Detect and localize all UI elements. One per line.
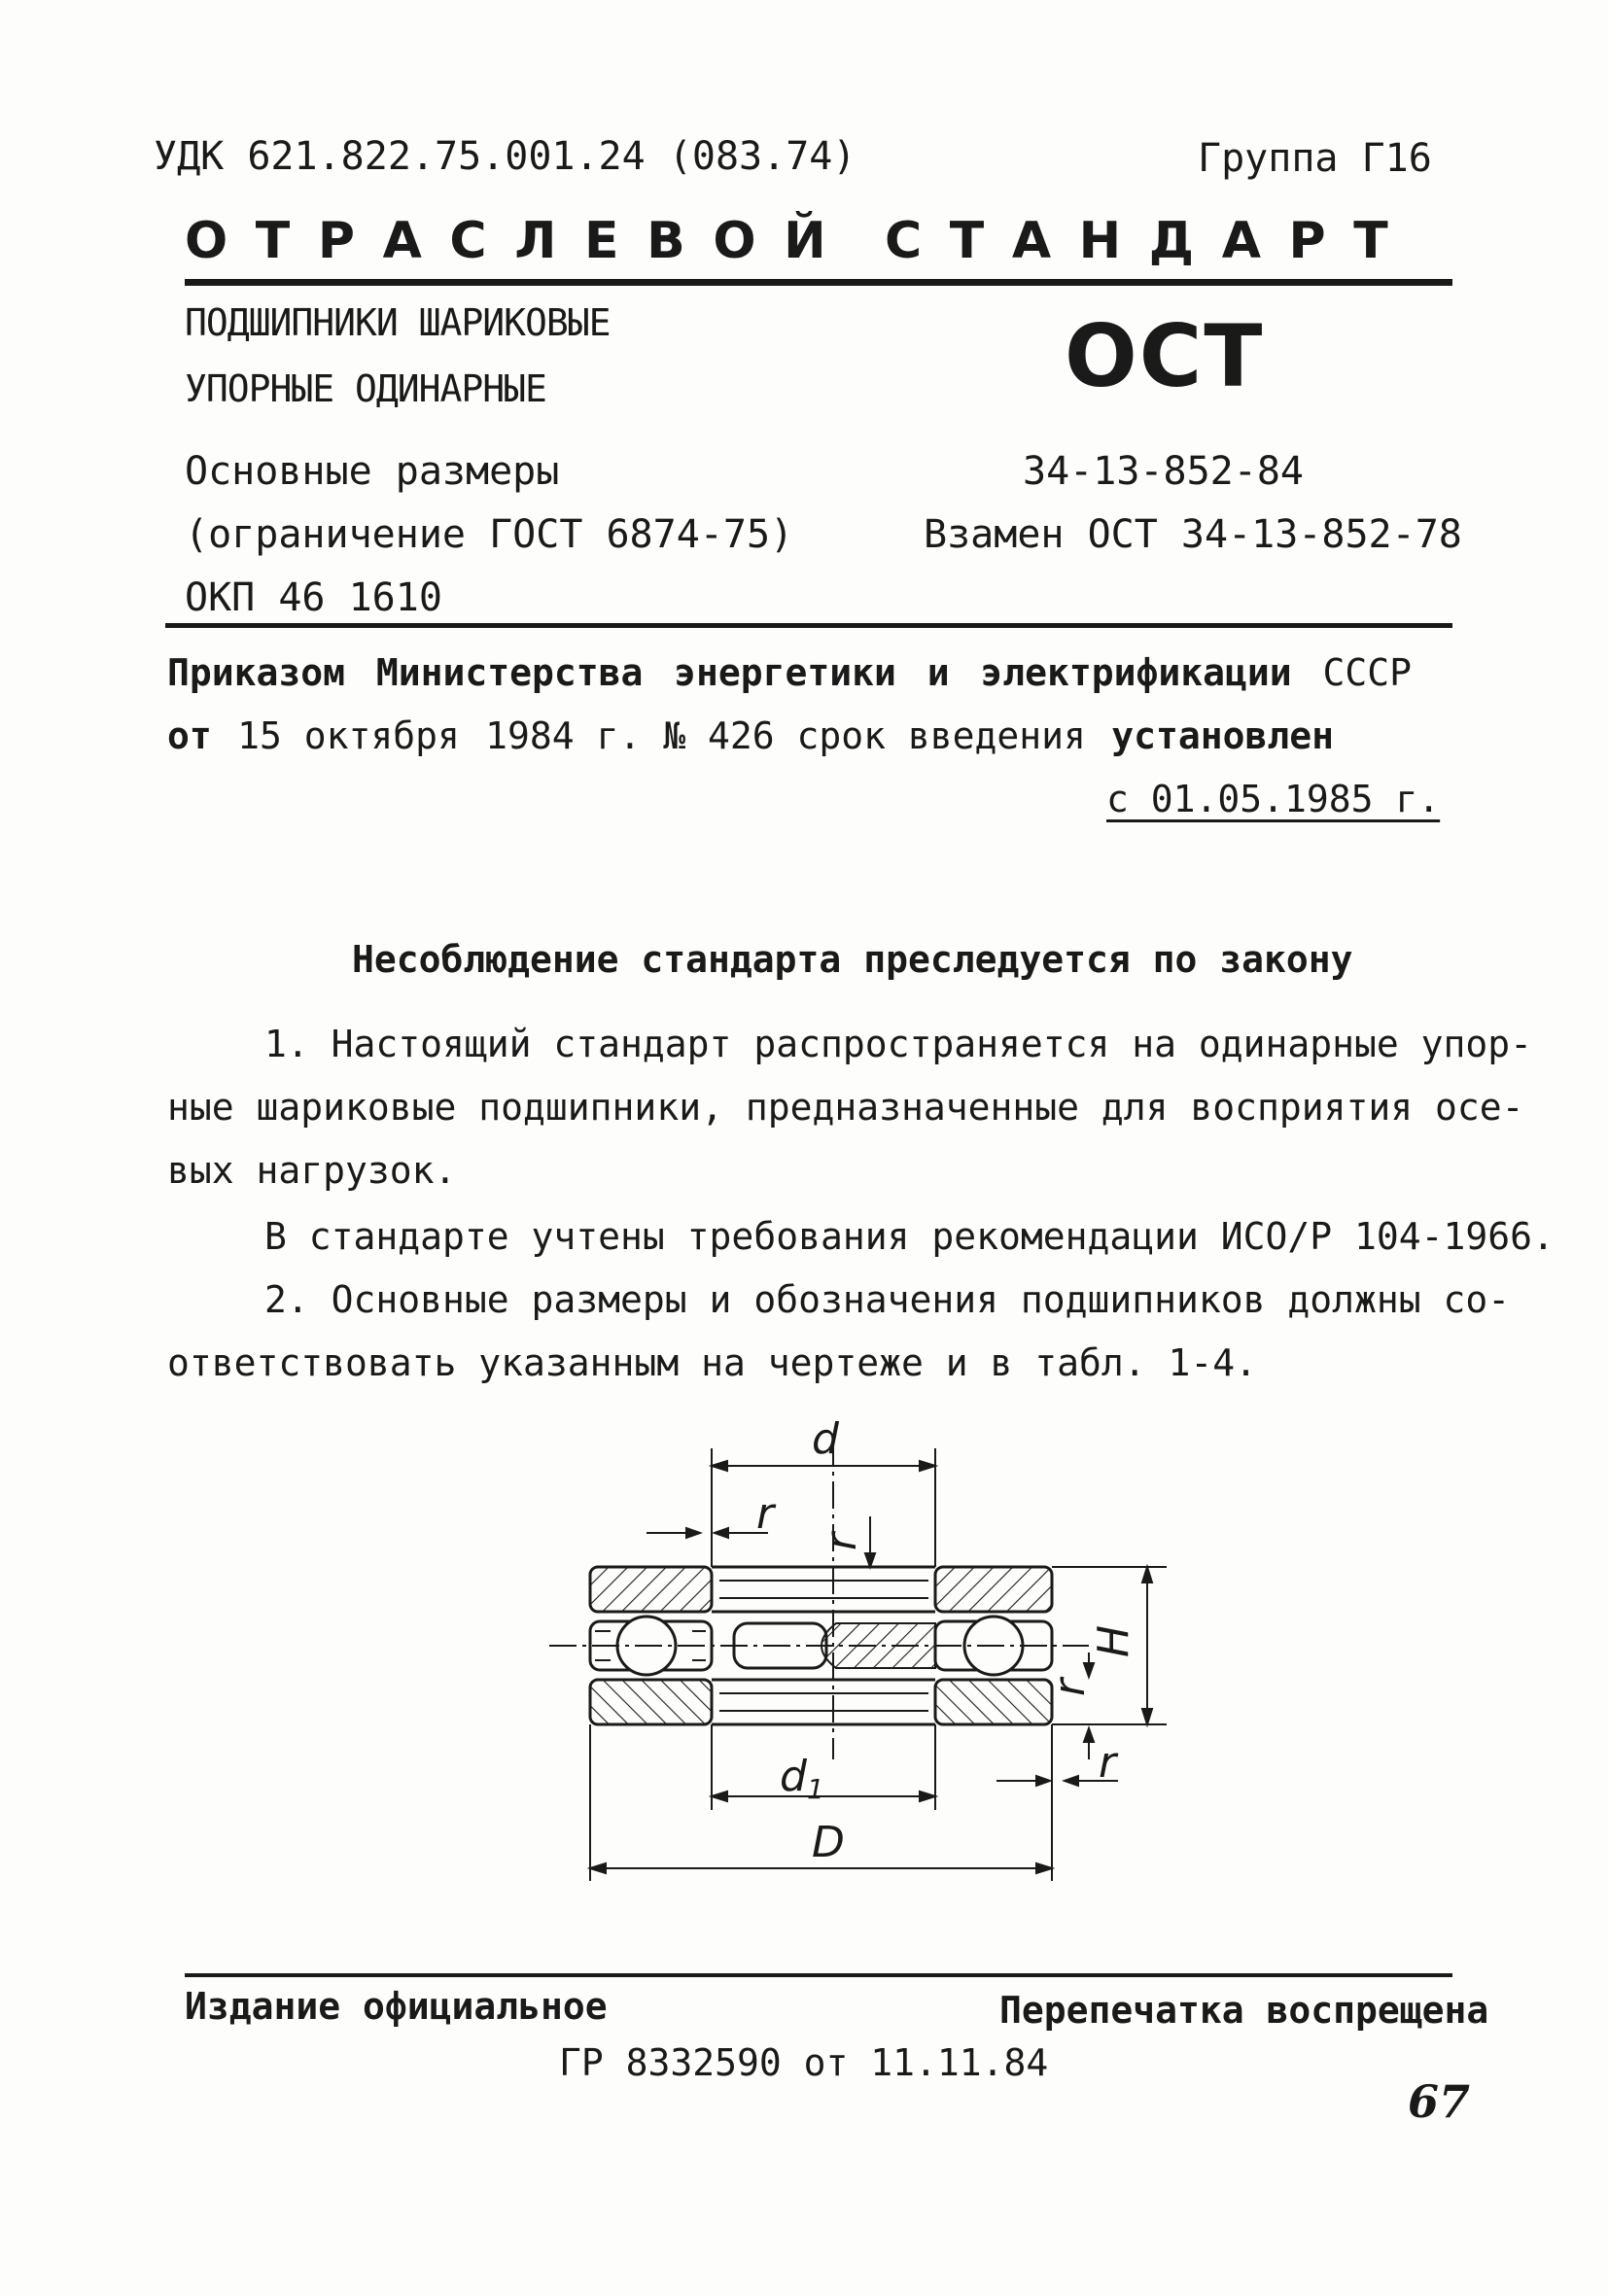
- title-name-line1: ПОДШИПНИКИ ШАРИКОВЫЕ: [185, 301, 611, 344]
- p3-line1: 2. Основные размеры и обозначения подшипников должны со-: [264, 1278, 1511, 1321]
- dim-label-d1-sub: 1: [806, 1773, 824, 1805]
- order-word: 15 октября: [237, 714, 460, 757]
- dim-label-r-right: r: [1045, 1678, 1095, 1696]
- order-line1: [167, 651, 1412, 694]
- p3-line2: ответствовать указанным на чертеже и в табл. 1-4.: [167, 1341, 1258, 1384]
- udk-code: УДК 621.822.75.001.24 (083.74): [154, 134, 856, 179]
- top-washer-right: [935, 1567, 1052, 1612]
- order-word: СССР: [1322, 651, 1412, 694]
- okp-code: ОКП 46 1610: [185, 575, 442, 620]
- p1-line2: ные шариковые подшипники, предназначенные для восприятия осе-: [167, 1086, 1524, 1129]
- subtitle-line2: (ограничение ГОСТ 6874-75): [185, 512, 794, 557]
- banner-standart: СТАНДАРТ: [885, 212, 1416, 270]
- reprint-forbidden: Перепечатка воспрещена: [999, 1989, 1489, 2032]
- registration-number: ГР 8332590 от 11.11.84: [559, 2041, 1049, 2084]
- dim-label-d: d: [812, 1414, 839, 1464]
- order-word: Приказом: [167, 651, 346, 694]
- header-rule: [185, 279, 1452, 286]
- dim-label-r-top: r: [756, 1489, 775, 1539]
- ost-number: 34-13-852-84: [1023, 449, 1304, 494]
- dim-label-H: H: [1089, 1624, 1138, 1657]
- order-word: энергетики: [674, 651, 896, 694]
- p2-text: В стандарте учтены требования рекомендации ИСО/Р 104-1966.: [264, 1215, 1555, 1258]
- dim-label-D: D: [812, 1818, 845, 1867]
- group-code: Группа Г16: [1198, 136, 1432, 181]
- title-rule: [165, 623, 1452, 628]
- dim-label-r-bottom: r: [1099, 1738, 1117, 1788]
- law-warning: Несоблюдение стандарта преследуется по закону: [352, 938, 1353, 981]
- order-word: от: [167, 714, 212, 757]
- order-word: Министерства: [375, 651, 644, 694]
- ost-replaces: Взамен ОСТ 34-13-852-78: [924, 512, 1462, 557]
- ost-label: ОСТ: [1065, 306, 1265, 406]
- order-word: и: [926, 651, 950, 694]
- top-washer-left: [590, 1567, 712, 1612]
- footer-rule: [185, 1973, 1452, 1977]
- order-word: 1984 г. № 426 срок введения: [485, 714, 1086, 757]
- dim-label-d1-main: d: [780, 1752, 807, 1801]
- official-edition: Издание официальное: [185, 1985, 608, 2028]
- bottom-washer-left: [590, 1680, 712, 1724]
- page-number: 67: [1408, 2075, 1471, 2128]
- dim-label-r-vertical: r: [817, 1532, 866, 1550]
- bottom-washer-right: [935, 1680, 1052, 1724]
- order-word: установлен: [1111, 714, 1334, 757]
- p1-line3: вых нагрузок.: [167, 1149, 457, 1192]
- subtitle-line1: Основные размеры: [185, 449, 560, 494]
- dim-label-d1: [780, 1752, 824, 1805]
- order-word: электрификации: [980, 651, 1292, 694]
- banner-otraslevoy: ОТРАСЛЕВОЙ: [185, 212, 855, 270]
- bearing-drawing: [525, 1405, 1225, 1910]
- p1-line1: 1. Настоящий стандарт распространяется на одинарные упор-: [264, 1023, 1533, 1065]
- effective-date: с 01.05.1985 г.: [1106, 778, 1441, 820]
- order-line2: [167, 714, 1334, 757]
- title-name-line2: УПОРНЫЕ ОДИНАРНЫЕ: [185, 367, 546, 410]
